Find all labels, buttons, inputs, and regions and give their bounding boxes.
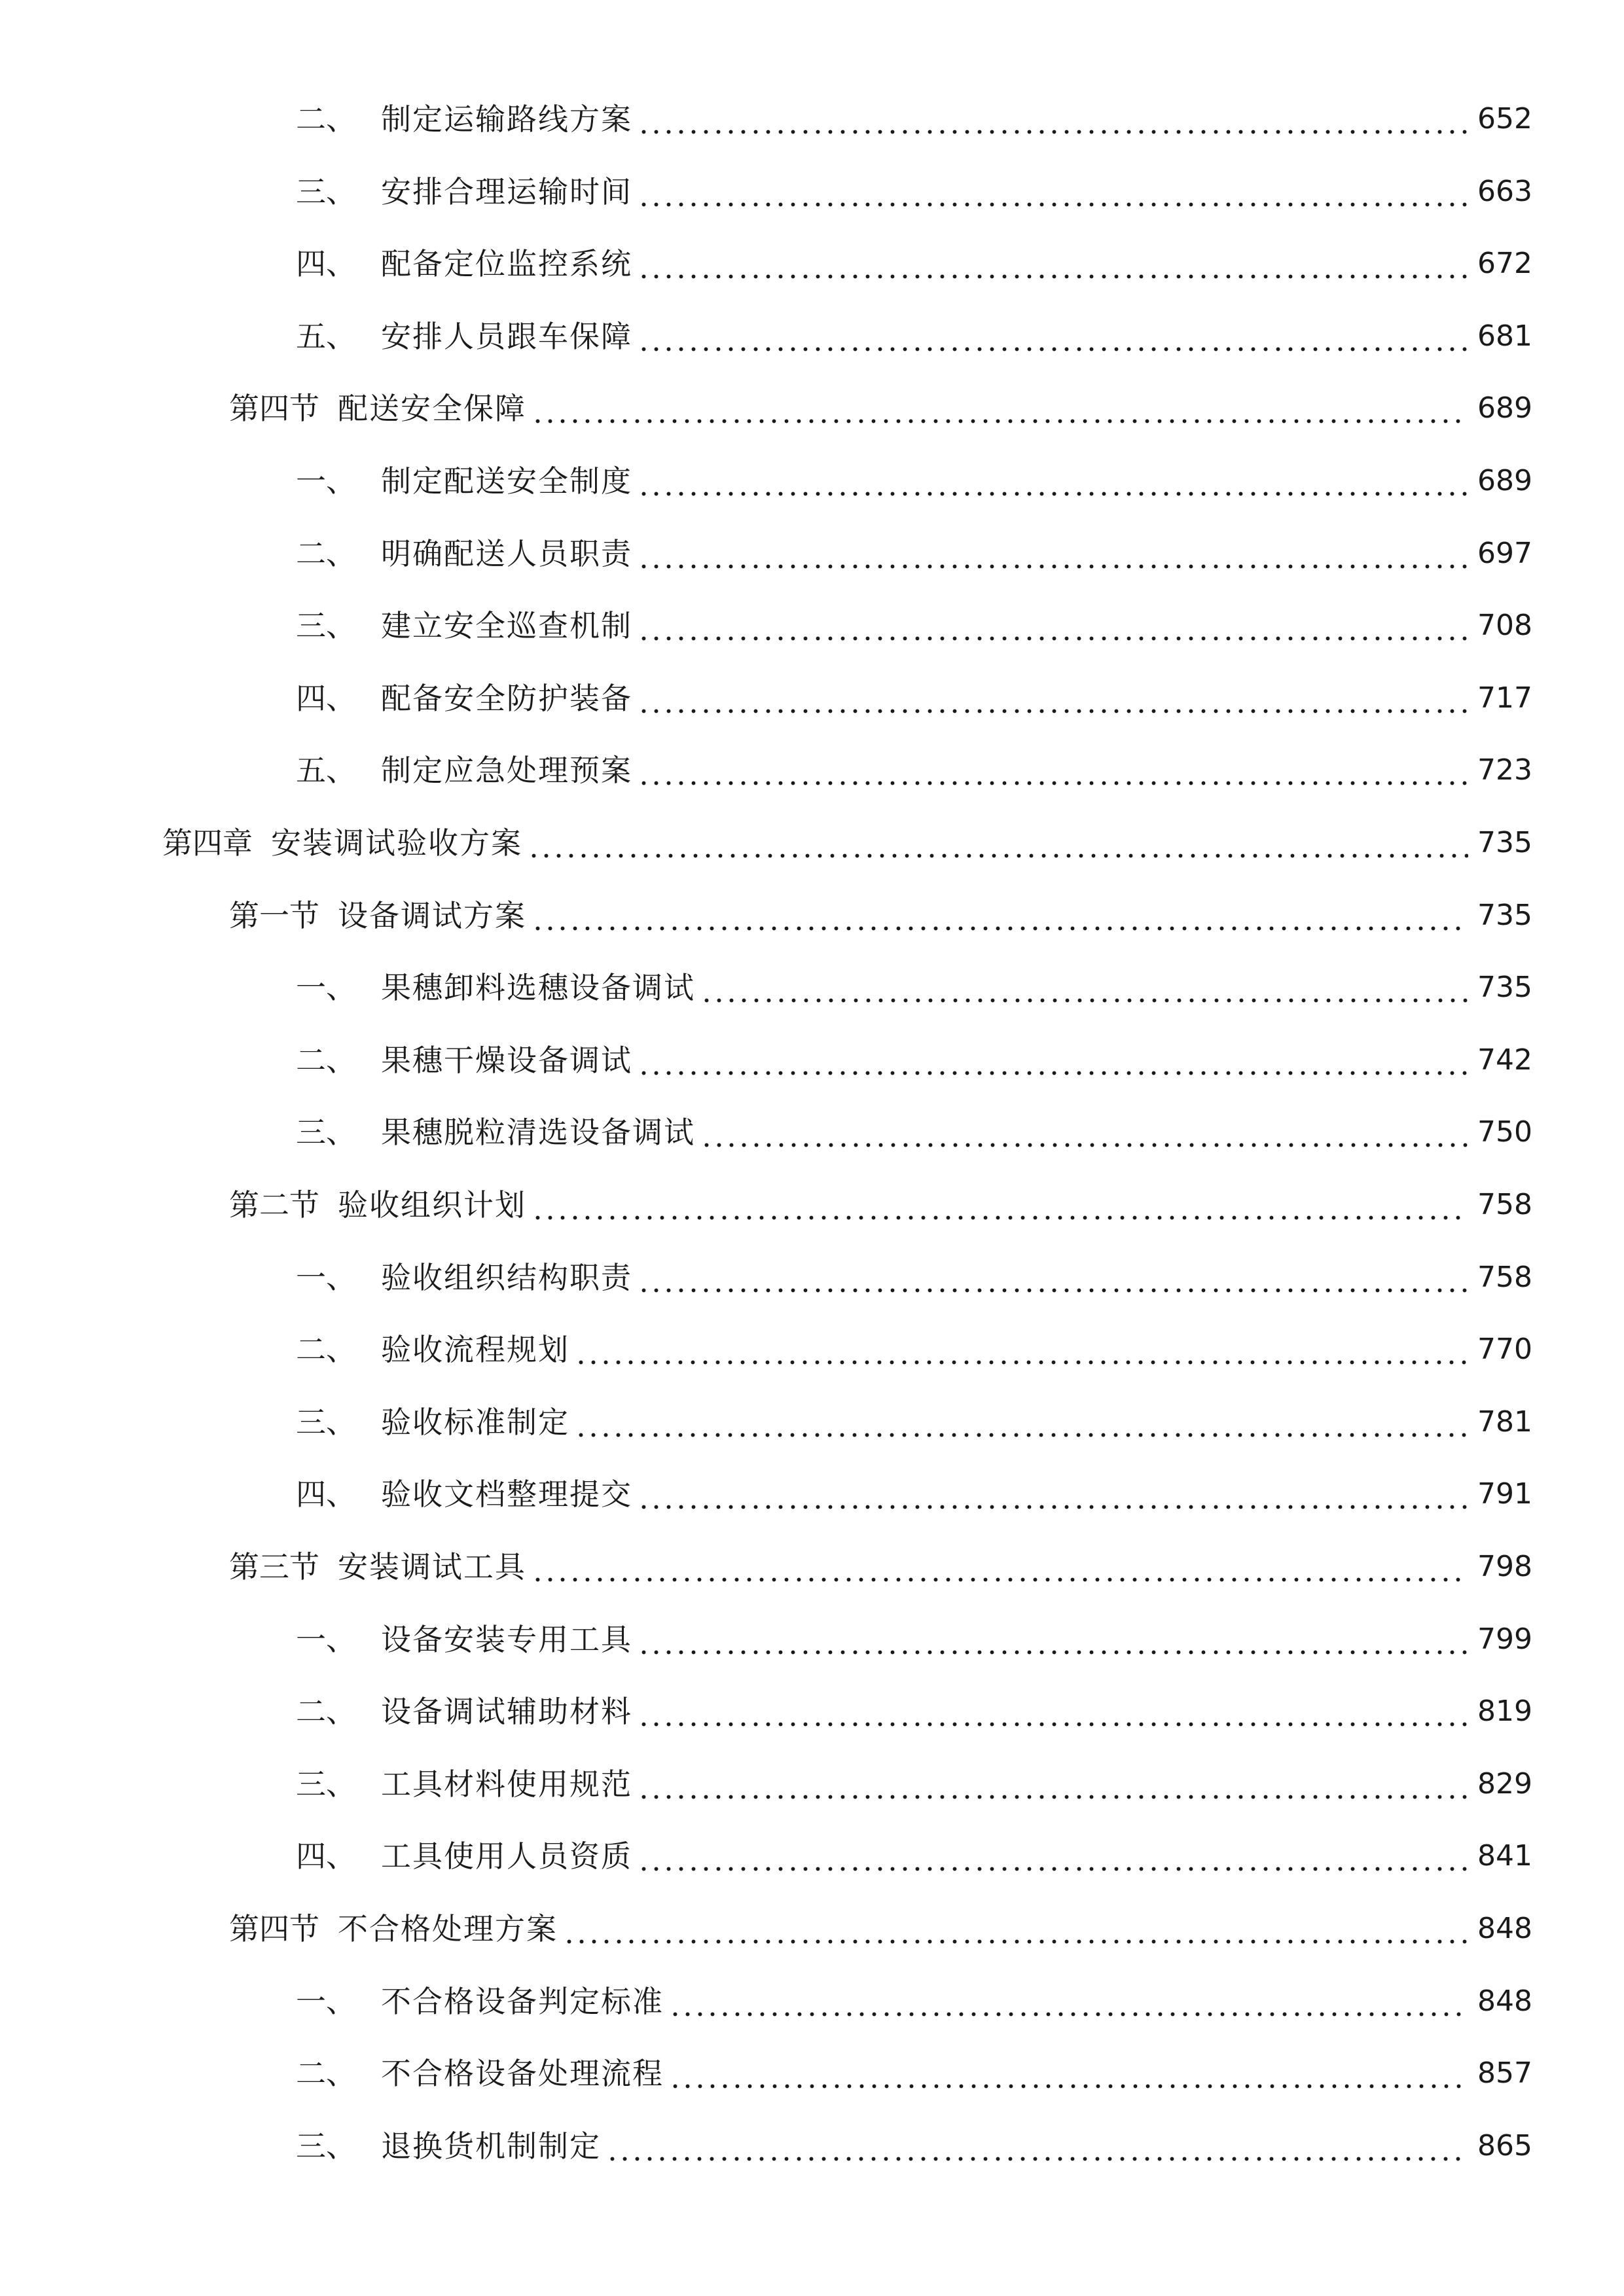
toc-entry-line <box>162 817 1532 869</box>
toc-entry-title: 设备安装专用工具 <box>381 1622 632 1657</box>
toc-entry-number: 三、 <box>296 1115 356 1150</box>
toc-entry[interactable] <box>0 672 1624 725</box>
toc-entry-number: 一、 <box>296 970 356 1005</box>
toc-entry[interactable] <box>0 1034 1624 1086</box>
toc-entry-line <box>296 961 1532 1014</box>
toc-entry[interactable] <box>0 2120 1624 2172</box>
toc-entry-number: 第四节 <box>229 391 319 426</box>
toc-entry-page-number: 717 <box>1477 681 1532 715</box>
toc-dot-leader <box>532 382 1468 435</box>
toc-entry-title: 制定配送安全制度 <box>381 463 632 499</box>
toc-dot-leader <box>532 1179 1468 1231</box>
toc-entry[interactable] <box>0 1251 1624 1304</box>
toc-entry-title: 验收流程规划 <box>381 1332 569 1367</box>
toc-entry-title: 果穗脱粒清选设备调试 <box>381 1115 695 1150</box>
toc-entry-page-number: 758 <box>1477 1188 1532 1221</box>
toc-entry-line <box>296 93 1532 145</box>
toc-entry-number: 二、 <box>296 1694 356 1729</box>
toc-entry-title: 果穗卸料选穗设备调试 <box>381 970 695 1005</box>
toc-dot-leader <box>638 1468 1468 1520</box>
toc-dot-leader <box>638 1613 1468 1666</box>
toc-dot-leader <box>638 1685 1468 1738</box>
toc-entry-number: 三、 <box>296 1405 356 1440</box>
toc-entry-title: 果穗干燥设备调试 <box>381 1043 632 1078</box>
toc-entry-page-number: 742 <box>1477 1043 1532 1077</box>
toc-entry-page-number: 819 <box>1477 1695 1532 1728</box>
toc-entry-page-number: 848 <box>1477 1912 1532 1945</box>
toc-entry-page-number: 663 <box>1477 175 1532 208</box>
toc-entry[interactable] <box>0 1541 1624 1593</box>
toc-entry[interactable] <box>0 889 1624 942</box>
toc-entry-page-number: 735 <box>1477 971 1532 1004</box>
toc-entry-number: 第一节 <box>229 898 319 933</box>
toc-dot-leader <box>563 1903 1468 1955</box>
toc-entry-number: 三、 <box>296 1767 356 1802</box>
toc-entry-page-number: 781 <box>1477 1405 1532 1439</box>
toc-dot-leader <box>638 1251 1468 1304</box>
toc-entry-line <box>229 382 1532 435</box>
toc-entry-line <box>296 455 1532 507</box>
toc-entry-line <box>296 744 1532 797</box>
toc-entry-number: 二、 <box>296 536 356 571</box>
toc-entry-number: 第四节 <box>229 1911 319 1946</box>
toc-entry-number: 二、 <box>296 101 356 137</box>
toc-entry-number: 第四章 <box>162 825 253 861</box>
toc-entry-number: 三、 <box>296 2128 356 2164</box>
toc-entry-number: 三、 <box>296 608 356 643</box>
toc-entry[interactable] <box>0 382 1624 435</box>
toc-entry-number: 第二节 <box>229 1187 319 1223</box>
toc-entry[interactable] <box>0 1685 1624 1738</box>
toc-entry-number: 四、 <box>296 681 356 716</box>
toc-dot-leader <box>669 1975 1468 2028</box>
toc-entry[interactable] <box>0 744 1624 797</box>
toc-entry[interactable] <box>0 93 1624 145</box>
toc-entry[interactable] <box>0 600 1624 652</box>
toc-dot-leader <box>638 93 1468 145</box>
toc-entry-page-number: 708 <box>1477 609 1532 642</box>
toc-entry-title: 建立安全巡查机制 <box>381 608 632 643</box>
toc-entry[interactable] <box>0 817 1624 869</box>
toc-dot-leader <box>638 528 1468 580</box>
toc-entry-line <box>229 1903 1532 1955</box>
toc-entry[interactable] <box>0 1830 1624 1882</box>
toc-dot-leader <box>638 310 1468 363</box>
toc-entry[interactable] <box>0 1758 1624 1810</box>
toc-entry-page-number: 841 <box>1477 1839 1532 1873</box>
toc-entry-title: 安装调试工具 <box>338 1549 526 1585</box>
toc-entry-line <box>296 1106 1532 1158</box>
toc-dot-leader <box>638 1830 1468 1882</box>
toc-entry-page-number: 689 <box>1477 464 1532 497</box>
toc-entry-title: 明确配送人员职责 <box>381 536 632 571</box>
toc-entry-title: 验收文档整理提交 <box>381 1477 632 1512</box>
toc-entry-title: 不合格设备判定标准 <box>381 1984 664 2019</box>
toc-entry-number: 二、 <box>296 1332 356 1367</box>
toc-entry-page-number: 791 <box>1477 1477 1532 1511</box>
toc-dot-leader <box>700 961 1468 1014</box>
toc-entry-line <box>229 1179 1532 1231</box>
toc-entry-title: 制定应急处理预案 <box>381 753 632 788</box>
toc-entry-page-number: 735 <box>1477 899 1532 932</box>
toc-entry[interactable] <box>0 1613 1624 1666</box>
toc-entry-line <box>296 1613 1532 1666</box>
toc-entry-title: 工具材料使用规范 <box>381 1767 632 1802</box>
toc-entry-title: 不合格设备处理流程 <box>381 2056 664 2091</box>
toc-entry-line <box>296 166 1532 218</box>
toc-dot-leader <box>638 744 1468 797</box>
toc-dot-leader <box>638 1758 1468 1810</box>
toc-entry-title: 工具使用人员资质 <box>381 1839 632 1874</box>
toc-entry-title: 配备安全防护装备 <box>381 681 632 716</box>
toc-entry[interactable] <box>0 961 1624 1014</box>
toc-entry-page-number: 799 <box>1477 1623 1532 1656</box>
toc-entry-title: 设备调试方案 <box>338 898 526 933</box>
toc-entry-page-number: 689 <box>1477 391 1532 425</box>
toc-entry-number: 二、 <box>296 2056 356 2091</box>
toc-entry[interactable] <box>0 1903 1624 1955</box>
toc-dot-leader <box>532 1541 1468 1593</box>
toc-entry-page-number: 681 <box>1477 319 1532 353</box>
toc-dot-leader <box>606 2120 1468 2172</box>
toc-dot-leader <box>669 2047 1468 2100</box>
toc-entry[interactable] <box>0 166 1624 218</box>
toc-entry-page-number: 865 <box>1477 2129 1532 2162</box>
toc-dot-leader <box>532 889 1468 942</box>
toc-dot-leader <box>700 1106 1468 1158</box>
toc-entry-number: 一、 <box>296 1984 356 2019</box>
toc-entry[interactable] <box>0 1179 1624 1231</box>
toc-entry-line <box>296 310 1532 363</box>
toc-entry[interactable] <box>0 455 1624 507</box>
toc-entry-title: 设备调试辅助材料 <box>381 1694 632 1729</box>
toc-dot-leader <box>575 1323 1468 1376</box>
toc-entry-number: 一、 <box>296 1622 356 1657</box>
toc-entry-title: 不合格处理方案 <box>338 1911 558 1946</box>
toc-entry-title: 验收组织计划 <box>338 1187 526 1223</box>
toc-entry-page-number: 829 <box>1477 1767 1532 1801</box>
toc-entry-line <box>296 2120 1532 2172</box>
toc-entry-number: 五、 <box>296 319 356 354</box>
toc-entry-page-number: 758 <box>1477 1261 1532 1294</box>
toc-entry-title: 验收标准制定 <box>381 1405 569 1440</box>
toc-entry-line <box>296 1251 1532 1304</box>
toc-entry-page-number: 750 <box>1477 1115 1532 1149</box>
toc-dot-leader <box>528 817 1468 869</box>
toc-entry-title: 安排人员跟车保障 <box>381 319 632 354</box>
toc-entry-line <box>296 1685 1532 1738</box>
toc-entry-page-number: 652 <box>1477 102 1532 135</box>
toc-dot-leader <box>638 600 1468 652</box>
toc-entry-line <box>296 528 1532 580</box>
toc-entry-title: 验收组织结构职责 <box>381 1260 632 1295</box>
toc-entry-line <box>296 1396 1532 1448</box>
toc-dot-leader <box>638 166 1468 218</box>
toc-entry-title: 安排合理运输时间 <box>381 174 632 209</box>
toc-dot-leader <box>575 1396 1468 1448</box>
toc-entry-title: 安装调试验收方案 <box>271 825 522 861</box>
toc-entry-number: 四、 <box>296 246 356 281</box>
toc-entry-title: 制定运输路线方案 <box>381 101 632 137</box>
toc-dot-leader <box>638 672 1468 725</box>
toc-entry-number: 四、 <box>296 1839 356 1874</box>
toc-entry-number: 第三节 <box>229 1549 319 1585</box>
toc-entry-number: 五、 <box>296 753 356 788</box>
toc-entry-page-number: 697 <box>1477 537 1532 570</box>
toc-entry-line <box>296 1975 1532 2028</box>
toc-entry-line <box>229 1541 1532 1593</box>
toc-entry[interactable] <box>0 310 1624 363</box>
toc-entry-line <box>296 1034 1532 1086</box>
toc-entry-title: 退换货机制制定 <box>381 2128 601 2164</box>
toc-entry-line <box>296 672 1532 725</box>
toc-entry-line <box>296 238 1532 290</box>
toc-entry[interactable] <box>0 1396 1624 1448</box>
toc-entry-number: 二、 <box>296 1043 356 1078</box>
toc-entry-line <box>296 1830 1532 1882</box>
toc-entry-page-number: 735 <box>1477 826 1532 859</box>
toc-entry[interactable] <box>0 1975 1624 2028</box>
toc-entry-line <box>296 1323 1532 1376</box>
toc-entry[interactable] <box>0 2047 1624 2100</box>
toc-entry-line <box>296 600 1532 652</box>
toc-entry-line <box>296 1468 1532 1520</box>
toc-entry[interactable] <box>0 1323 1624 1376</box>
toc-entry-page-number: 672 <box>1477 247 1532 280</box>
toc-entry-line <box>296 2047 1532 2100</box>
toc-dot-leader <box>638 455 1468 507</box>
toc-entry-page-number: 798 <box>1477 1550 1532 1583</box>
toc-entry-number: 三、 <box>296 174 356 209</box>
toc-entry-page-number: 857 <box>1477 2056 1532 2090</box>
toc-entry-line <box>296 1758 1532 1810</box>
toc-entry-title: 配备定位监控系统 <box>381 246 632 281</box>
toc-dot-leader <box>638 1034 1468 1086</box>
toc-entry-page-number: 770 <box>1477 1333 1532 1366</box>
toc-entry[interactable] <box>0 528 1624 580</box>
toc-entry[interactable] <box>0 238 1624 290</box>
toc-entry[interactable] <box>0 1468 1624 1520</box>
toc-entry-number: 一、 <box>296 463 356 499</box>
toc-entry-page-number: 848 <box>1477 1984 1532 2018</box>
toc-entry-number: 一、 <box>296 1260 356 1295</box>
toc-dot-leader <box>638 238 1468 290</box>
toc-entry-line <box>229 889 1532 942</box>
toc-entry-page-number: 723 <box>1477 753 1532 787</box>
toc-entry-number: 四、 <box>296 1477 356 1512</box>
toc-entry[interactable] <box>0 1106 1624 1158</box>
toc-entry-title: 配送安全保障 <box>338 391 526 426</box>
